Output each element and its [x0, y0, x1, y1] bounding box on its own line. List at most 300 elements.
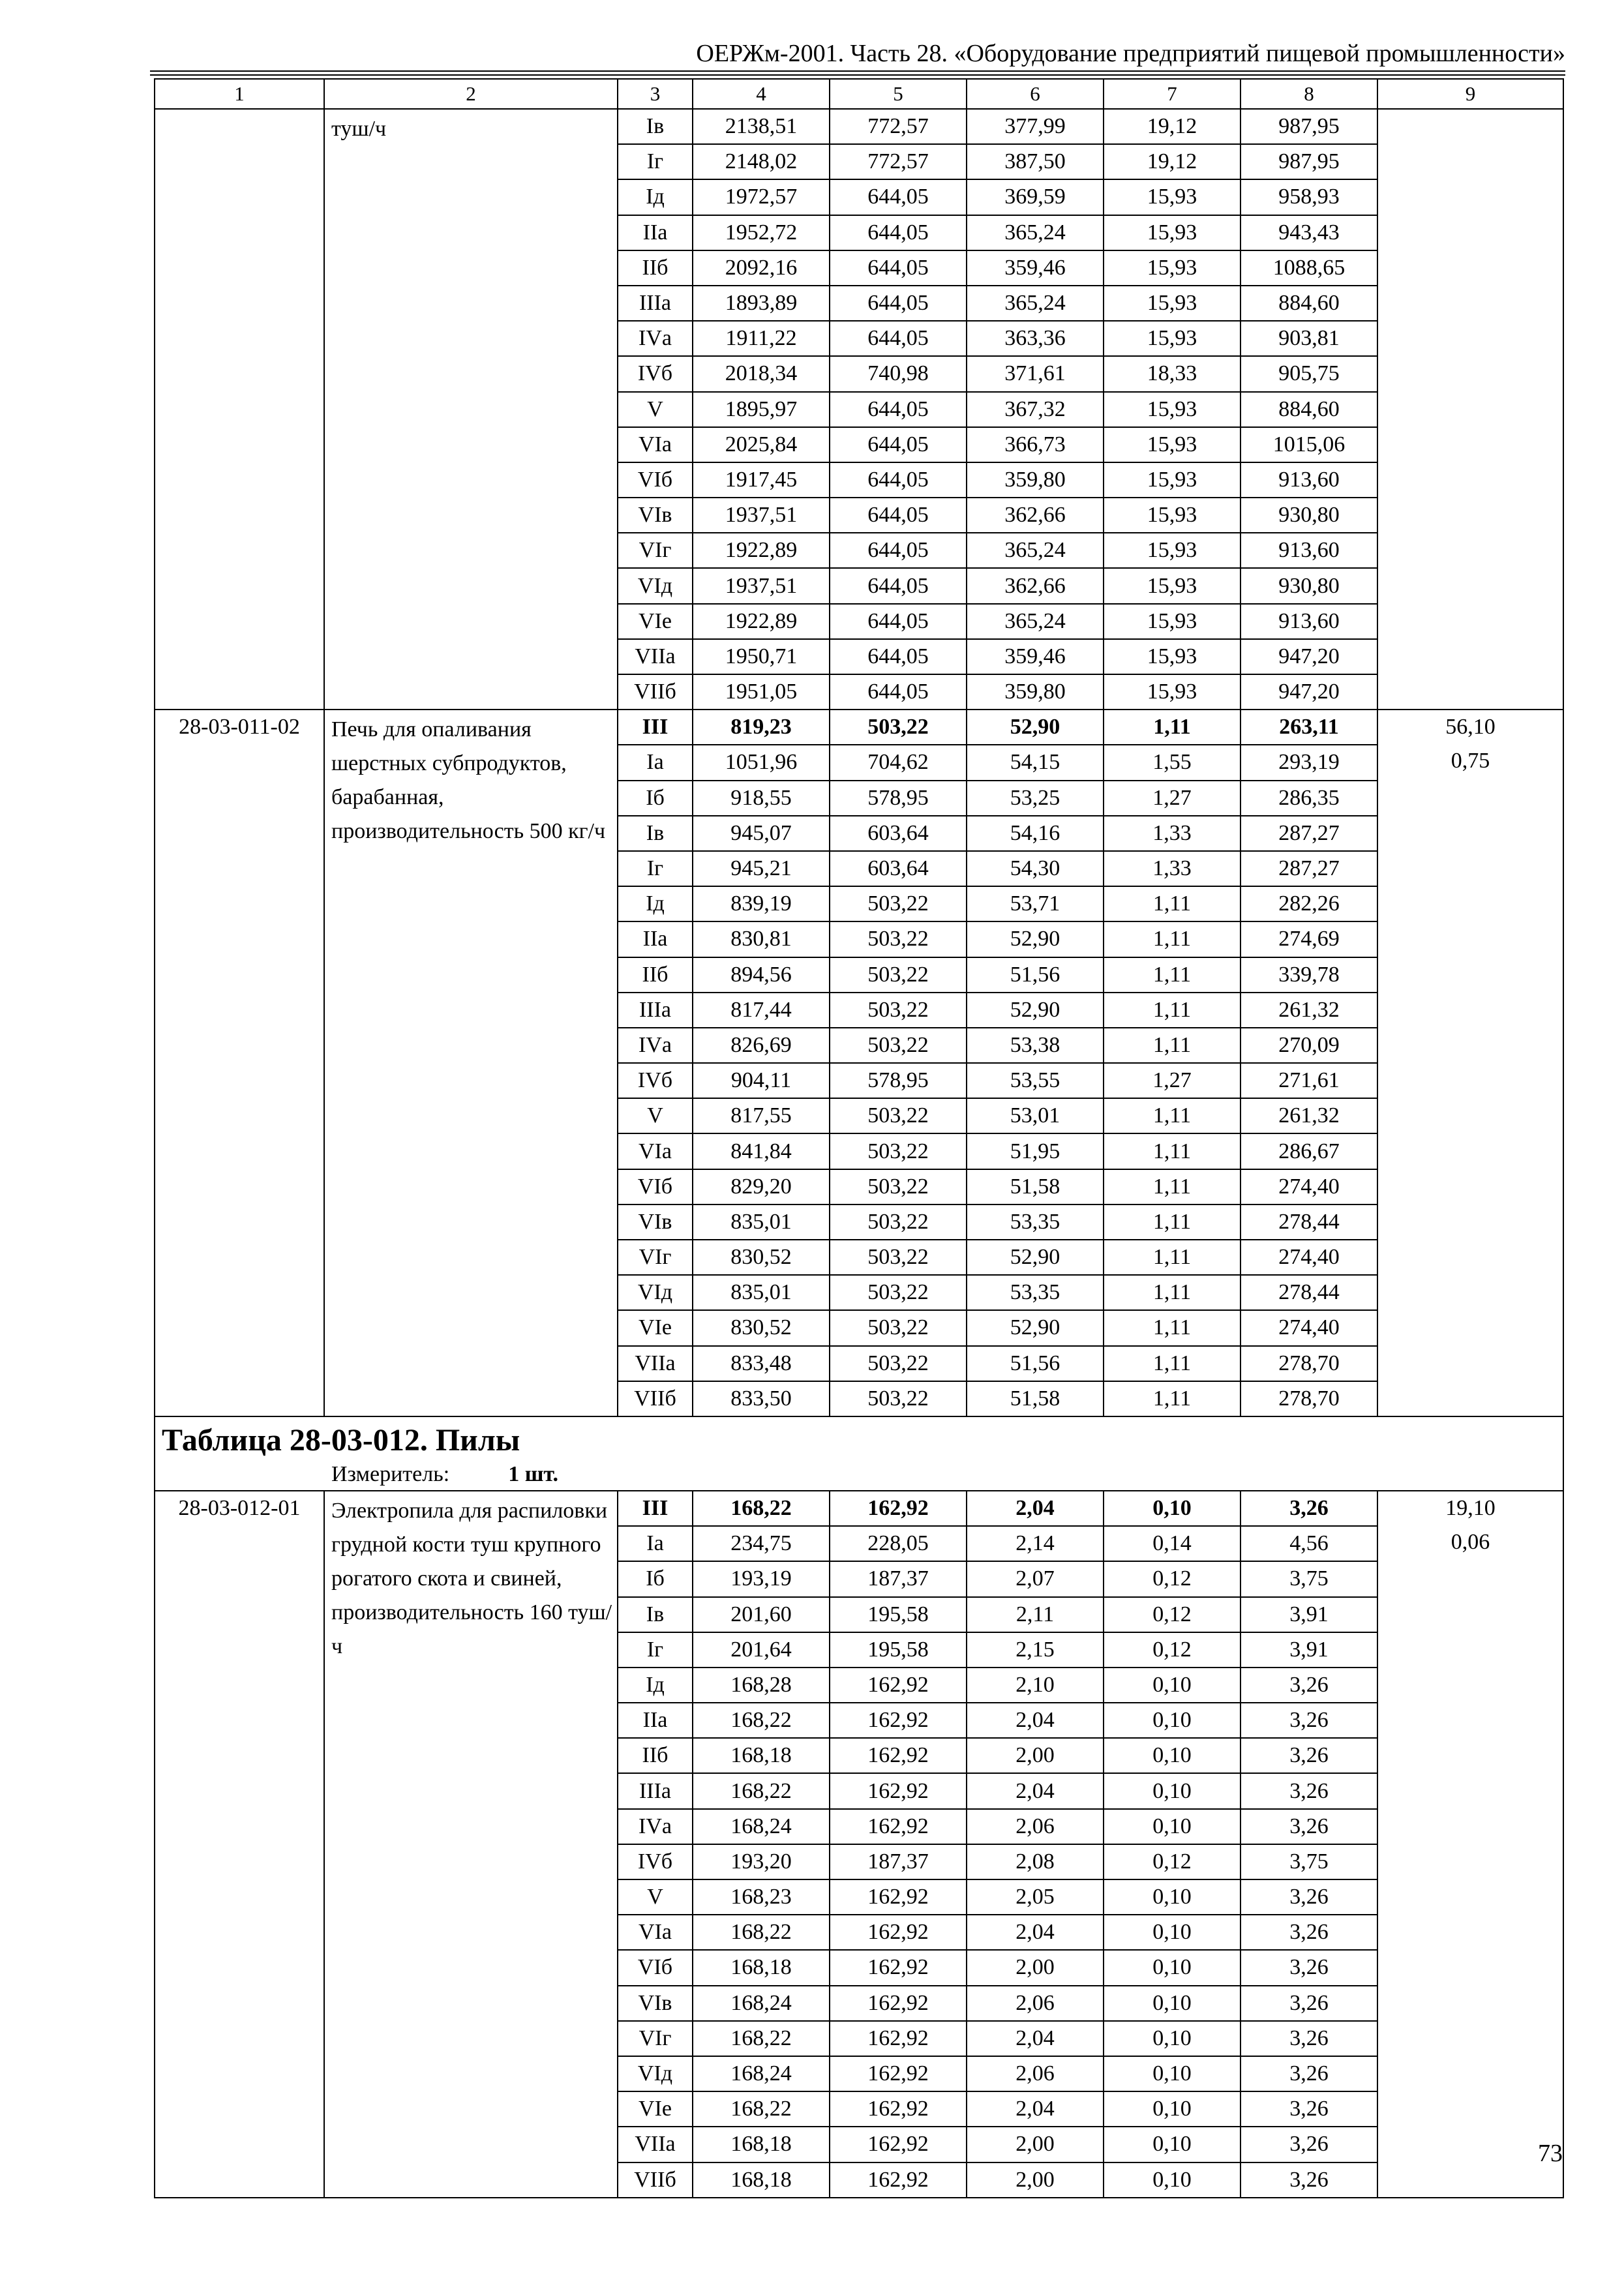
value-cell-c6: 52,90 — [967, 921, 1104, 957]
resource-code-cell: IIIа — [618, 993, 693, 1028]
value-cell-c5: 162,92 — [830, 2162, 967, 2198]
value-cell-c8: 905,75 — [1241, 356, 1377, 391]
resource-code-cell: VIд — [618, 1275, 693, 1310]
item-description-cell: Электропила для распиловки грудной кости туш крупного рогатого скота и свиней, производительность 160 туш/ч — [324, 1491, 618, 2198]
column-9-value: 0,06 — [1451, 1530, 1490, 1555]
value-cell-c7: 0,10 — [1104, 1491, 1241, 1526]
value-cell-c8: 339,78 — [1241, 957, 1377, 993]
value-cell-c4: 1917,45 — [693, 462, 830, 498]
resource-code-cell: Iв — [618, 109, 693, 144]
resource-code-cell: IVа — [618, 1028, 693, 1063]
resource-code-cell: VIг — [618, 533, 693, 568]
resource-code-cell: VIIб — [618, 2162, 693, 2198]
value-cell-c7: 1,11 — [1104, 1381, 1241, 1416]
value-cell-c8: 913,60 — [1241, 533, 1377, 568]
value-cell-c4: 168,22 — [693, 1491, 830, 1526]
column-9-value: 19,10 — [1445, 1495, 1496, 1520]
value-cell-c5: 503,22 — [830, 1310, 967, 1345]
value-cell-c7: 0,10 — [1104, 1738, 1241, 1773]
value-cell-c8: 947,20 — [1241, 674, 1377, 710]
value-cell-c5: 503,22 — [830, 1204, 967, 1240]
resource-code-cell: IIа — [618, 921, 693, 957]
value-cell-c4: 945,21 — [693, 851, 830, 886]
value-cell-c6: 363,36 — [967, 321, 1104, 356]
value-cell-c5: 772,57 — [830, 144, 967, 179]
resource-code-cell: Iа — [618, 745, 693, 780]
resource-code-cell: Iг — [618, 851, 693, 886]
resource-code-cell: Iд — [618, 179, 693, 215]
value-cell-c4: 830,52 — [693, 1310, 830, 1345]
value-cell-c8: 987,95 — [1241, 144, 1377, 179]
value-cell-c5: 503,22 — [830, 1240, 967, 1275]
value-cell-c4: 833,50 — [693, 1381, 830, 1416]
value-cell-c7: 1,11 — [1104, 886, 1241, 921]
value-cell-c7: 15,93 — [1104, 250, 1241, 286]
value-cell-c7: 0,10 — [1104, 2056, 1241, 2091]
value-cell-c7: 0,14 — [1104, 1526, 1241, 1561]
value-cell-c5: 162,92 — [830, 1668, 967, 1703]
value-cell-c6: 2,08 — [967, 1844, 1104, 1879]
value-cell-c6: 54,16 — [967, 816, 1104, 851]
value-cell-c6: 53,71 — [967, 886, 1104, 921]
value-cell-c7: 15,93 — [1104, 639, 1241, 674]
value-cell-c7: 0,10 — [1104, 2127, 1241, 2162]
value-cell-c8: 274,40 — [1241, 1310, 1377, 1345]
value-cell-c4: 168,24 — [693, 1809, 830, 1844]
value-cell-c5: 644,05 — [830, 179, 967, 215]
value-cell-c8: 4,56 — [1241, 1526, 1377, 1561]
page-number: 73 — [1538, 2140, 1563, 2167]
resource-code-cell: VIб — [618, 1169, 693, 1204]
value-cell-c6: 53,35 — [967, 1204, 1104, 1240]
resource-code-cell: VIа — [618, 1915, 693, 1950]
resource-code-cell: Iб — [618, 1561, 693, 1596]
value-cell-c5: 195,58 — [830, 1632, 967, 1668]
value-cell-c7: 1,27 — [1104, 781, 1241, 816]
value-cell-c7: 1,11 — [1104, 1310, 1241, 1345]
value-cell-c5: 503,22 — [830, 1169, 967, 1204]
value-cell-c4: 1051,96 — [693, 745, 830, 780]
column-9-value: 0,75 — [1451, 749, 1490, 773]
value-cell-c8: 3,26 — [1241, 1668, 1377, 1703]
value-cell-c7: 15,93 — [1104, 215, 1241, 250]
item-description-cell: туш/ч — [324, 109, 618, 710]
value-cell-c8: 3,26 — [1241, 2127, 1377, 2162]
value-cell-c8: 930,80 — [1241, 498, 1377, 533]
value-cell-c6: 2,04 — [967, 1491, 1104, 1526]
value-cell-c7: 15,93 — [1104, 604, 1241, 639]
value-cell-c6: 365,24 — [967, 604, 1104, 639]
value-cell-c4: 839,19 — [693, 886, 830, 921]
value-cell-c5: 603,64 — [830, 851, 967, 886]
value-cell-c6: 2,04 — [967, 1915, 1104, 1950]
item-description-cell: Печь для опаливания шерстных субпродуктов, барабанная, производительность 500 кг/ч — [324, 710, 618, 1416]
value-cell-c4: 826,69 — [693, 1028, 830, 1063]
value-cell-c8: 3,26 — [1241, 1703, 1377, 1738]
value-cell-c4: 1951,05 — [693, 674, 830, 710]
column-number-cell: 4 — [693, 79, 830, 109]
value-cell-c6: 51,58 — [967, 1381, 1104, 1416]
value-cell-c7: 1,11 — [1104, 1204, 1241, 1240]
value-cell-c8: 884,60 — [1241, 286, 1377, 321]
value-cell-c8: 274,40 — [1241, 1240, 1377, 1275]
table-title-cell — [155, 1416, 1563, 1491]
value-cell-c4: 817,55 — [693, 1098, 830, 1133]
value-cell-c7: 1,11 — [1104, 1133, 1241, 1169]
resource-code-cell: IIIа — [618, 1773, 693, 1808]
value-cell-c8: 3,26 — [1241, 2056, 1377, 2091]
value-cell-c4: 1893,89 — [693, 286, 830, 321]
value-cell-c7: 19,12 — [1104, 109, 1241, 144]
running-header: ОЕРЖм-2001. Часть 28. «Оборудование предприятий пищевой промышленности» — [696, 40, 1565, 67]
value-cell-c5: 228,05 — [830, 1526, 967, 1561]
value-cell-c7: 1,11 — [1104, 1240, 1241, 1275]
resource-code-cell: Iг — [618, 1632, 693, 1668]
value-cell-c7: 18,33 — [1104, 356, 1241, 391]
item-code-cell: 28-03-012-01 — [155, 1491, 324, 2198]
value-cell-c6: 2,15 — [967, 1632, 1104, 1668]
value-cell-c4: 1937,51 — [693, 498, 830, 533]
value-cell-c6: 367,32 — [967, 392, 1104, 427]
value-cell-c6: 359,46 — [967, 639, 1104, 674]
value-cell-c8: 282,26 — [1241, 886, 1377, 921]
measurer-line — [331, 1461, 1563, 1488]
column-number-cell: 8 — [1241, 79, 1377, 109]
value-cell-c7: 1,27 — [1104, 1063, 1241, 1098]
value-cell-c5: 644,05 — [830, 604, 967, 639]
value-cell-c6: 51,95 — [967, 1133, 1104, 1169]
value-cell-c7: 0,10 — [1104, 1950, 1241, 1985]
resource-code-cell: VIв — [618, 498, 693, 533]
resource-code-cell: VIг — [618, 1240, 693, 1275]
value-cell-c6: 2,00 — [967, 2127, 1104, 2162]
value-cell-c8: 943,43 — [1241, 215, 1377, 250]
value-cell-c4: 1950,71 — [693, 639, 830, 674]
value-cell-c4: 833,48 — [693, 1346, 830, 1381]
value-cell-c4: 168,22 — [693, 1773, 830, 1808]
value-cell-c5: 162,92 — [830, 1986, 967, 2021]
column-number-cell: 9 — [1377, 79, 1563, 109]
column-9-value: 56,10 — [1445, 715, 1496, 740]
value-cell-c5: 162,92 — [830, 2021, 967, 2056]
value-cell-c8: 3,91 — [1241, 1632, 1377, 1668]
value-cell-c8: 278,44 — [1241, 1204, 1377, 1240]
value-cell-c7: 0,12 — [1104, 1597, 1241, 1632]
value-cell-c6: 52,90 — [967, 1240, 1104, 1275]
value-cell-c6: 359,46 — [967, 250, 1104, 286]
value-cell-c5: 162,92 — [830, 2091, 967, 2127]
value-cell-c6: 2,07 — [967, 1561, 1104, 1596]
value-cell-c8: 913,60 — [1241, 462, 1377, 498]
value-cell-c7: 15,93 — [1104, 392, 1241, 427]
resource-code-cell: IVб — [618, 1844, 693, 1879]
value-cell-c5: 644,05 — [830, 392, 967, 427]
value-cell-c5: 503,22 — [830, 710, 967, 745]
resource-code-cell: IIа — [618, 215, 693, 250]
value-cell-c7: 0,10 — [1104, 1809, 1241, 1844]
resource-code-cell: IVа — [618, 321, 693, 356]
value-cell-c8: 3,26 — [1241, 1738, 1377, 1773]
resource-code-cell: Iб — [618, 781, 693, 816]
value-cell-c7: 15,93 — [1104, 568, 1241, 603]
value-cell-c6: 387,50 — [967, 144, 1104, 179]
resource-code-cell: Iв — [618, 1597, 693, 1632]
value-cell-c6: 51,56 — [967, 1346, 1104, 1381]
value-cell-c8: 3,26 — [1241, 2091, 1377, 2127]
value-cell-c8: 3,26 — [1241, 2162, 1377, 2198]
measurer-label: Измеритель: — [331, 1461, 450, 1486]
value-cell-c6: 365,24 — [967, 215, 1104, 250]
value-cell-c8: 903,81 — [1241, 321, 1377, 356]
value-cell-c8: 278,44 — [1241, 1275, 1377, 1310]
item-code-cell — [155, 109, 324, 710]
value-cell-c8: 3,26 — [1241, 1879, 1377, 1915]
resource-code-cell: VIд — [618, 2056, 693, 2091]
value-cell-c5: 162,92 — [830, 1915, 967, 1950]
value-cell-c8: 3,26 — [1241, 1950, 1377, 1985]
value-cell-c5: 187,37 — [830, 1561, 967, 1596]
value-cell-c5: 644,05 — [830, 568, 967, 603]
value-cell-c8: 958,93 — [1241, 179, 1377, 215]
value-cell-c4: 1952,72 — [693, 215, 830, 250]
resource-code-cell: VIг — [618, 2021, 693, 2056]
value-cell-c8: 274,69 — [1241, 921, 1377, 957]
table-title-row — [155, 1416, 1563, 1491]
value-cell-c5: 644,05 — [830, 215, 967, 250]
value-cell-c7: 1,11 — [1104, 1169, 1241, 1204]
value-cell-c4: 835,01 — [693, 1275, 830, 1310]
column-number-cell: 3 — [618, 79, 693, 109]
value-cell-c5: 644,05 — [830, 498, 967, 533]
value-cell-c5: 162,92 — [830, 1491, 967, 1526]
value-cell-c6: 53,55 — [967, 1063, 1104, 1098]
value-cell-c8: 3,26 — [1241, 1915, 1377, 1950]
value-cell-c8: 270,09 — [1241, 1028, 1377, 1063]
value-cell-c4: 234,75 — [693, 1526, 830, 1561]
resource-code-cell: VIе — [618, 2091, 693, 2127]
value-cell-c7: 1,11 — [1104, 1346, 1241, 1381]
column-9-cell — [1377, 710, 1563, 1416]
value-cell-c6: 2,11 — [967, 1597, 1104, 1632]
value-cell-c7: 1,33 — [1104, 851, 1241, 886]
value-cell-c6: 2,00 — [967, 1950, 1104, 1985]
value-cell-c8: 3,26 — [1241, 1986, 1377, 2021]
value-cell-c8: 1015,06 — [1241, 427, 1377, 462]
resource-code-cell: III — [618, 710, 693, 745]
value-cell-c5: 644,05 — [830, 250, 967, 286]
resource-code-cell: IIб — [618, 250, 693, 286]
value-cell-c4: 168,22 — [693, 2091, 830, 2127]
value-cell-c7: 0,10 — [1104, 2021, 1241, 2056]
column-number-cell: 5 — [830, 79, 967, 109]
resource-code-cell: IVб — [618, 356, 693, 391]
value-cell-c7: 15,93 — [1104, 427, 1241, 462]
value-cell-c8: 271,61 — [1241, 1063, 1377, 1098]
value-cell-c7: 1,11 — [1104, 1028, 1241, 1063]
value-cell-c7: 0,10 — [1104, 1773, 1241, 1808]
value-cell-c6: 52,90 — [967, 710, 1104, 745]
value-cell-c7: 0,12 — [1104, 1844, 1241, 1879]
value-cell-c7: 0,10 — [1104, 1879, 1241, 1915]
value-cell-c7: 0,12 — [1104, 1561, 1241, 1596]
value-cell-c4: 168,18 — [693, 2162, 830, 2198]
value-cell-c6: 2,06 — [967, 1986, 1104, 2021]
value-cell-c7: 1,11 — [1104, 1275, 1241, 1310]
value-cell-c4: 168,22 — [693, 1703, 830, 1738]
resource-code-cell: IIб — [618, 1738, 693, 1773]
value-cell-c5: 162,92 — [830, 1809, 967, 1844]
value-cell-c4: 1911,22 — [693, 321, 830, 356]
value-cell-c7: 0,12 — [1104, 1632, 1241, 1668]
value-cell-c7: 15,93 — [1104, 498, 1241, 533]
value-cell-c5: 740,98 — [830, 356, 967, 391]
value-cell-c7: 19,12 — [1104, 144, 1241, 179]
value-cell-c6: 359,80 — [967, 674, 1104, 710]
resource-code-cell: Iг — [618, 144, 693, 179]
resource-code-cell: III — [618, 1491, 693, 1526]
value-cell-c4: 945,07 — [693, 816, 830, 851]
value-cell-c8: 930,80 — [1241, 568, 1377, 603]
value-cell-c8: 278,70 — [1241, 1346, 1377, 1381]
value-cell-c4: 829,20 — [693, 1169, 830, 1204]
column-number-cell: 1 — [155, 79, 324, 109]
value-cell-c6: 53,25 — [967, 781, 1104, 816]
resource-code-cell: IVб — [618, 1063, 693, 1098]
value-cell-c5: 644,05 — [830, 286, 967, 321]
value-cell-c4: 817,44 — [693, 993, 830, 1028]
value-cell-c4: 193,19 — [693, 1561, 830, 1596]
value-cell-c4: 1922,89 — [693, 604, 830, 639]
measurer-unit: 1 шт. — [508, 1461, 559, 1486]
value-cell-c4: 1972,57 — [693, 179, 830, 215]
value-cell-c6: 2,00 — [967, 1738, 1104, 1773]
value-cell-c6: 53,01 — [967, 1098, 1104, 1133]
value-cell-c5: 162,92 — [830, 2127, 967, 2162]
resource-code-cell: Iа — [618, 1526, 693, 1561]
value-cell-c8: 287,27 — [1241, 851, 1377, 886]
value-cell-c8: 3,26 — [1241, 1809, 1377, 1844]
value-cell-c4: 2148,02 — [693, 144, 830, 179]
value-cell-c7: 0,10 — [1104, 2091, 1241, 2127]
value-cell-c7: 0,10 — [1104, 1668, 1241, 1703]
value-cell-c4: 835,01 — [693, 1204, 830, 1240]
value-cell-c5: 503,22 — [830, 1381, 967, 1416]
value-cell-c7: 0,10 — [1104, 1915, 1241, 1950]
column-number-row — [155, 79, 1563, 109]
value-cell-c4: 918,55 — [693, 781, 830, 816]
value-cell-c4: 168,23 — [693, 1879, 830, 1915]
value-cell-c6: 54,15 — [967, 745, 1104, 780]
value-cell-c6: 2,10 — [967, 1668, 1104, 1703]
value-cell-c8: 913,60 — [1241, 604, 1377, 639]
value-cell-c8: 884,60 — [1241, 392, 1377, 427]
value-cell-c6: 51,58 — [967, 1169, 1104, 1204]
column-number-cell: 2 — [324, 79, 618, 109]
column-number-cell: 7 — [1104, 79, 1241, 109]
value-cell-c6: 362,66 — [967, 498, 1104, 533]
value-cell-c4: 168,22 — [693, 1915, 830, 1950]
value-cell-c5: 503,22 — [830, 886, 967, 921]
value-cell-c4: 201,64 — [693, 1632, 830, 1668]
header-rule — [150, 70, 1565, 76]
value-cell-c7: 15,93 — [1104, 179, 1241, 215]
value-cell-c6: 2,04 — [967, 2021, 1104, 2056]
resource-code-cell: VIд — [618, 568, 693, 603]
value-cell-c4: 2138,51 — [693, 109, 830, 144]
value-cell-c7: 0,10 — [1104, 1986, 1241, 2021]
value-cell-c8: 263,11 — [1241, 710, 1377, 745]
value-cell-c4: 819,23 — [693, 710, 830, 745]
value-cell-c7: 15,93 — [1104, 286, 1241, 321]
value-cell-c4: 830,81 — [693, 921, 830, 957]
value-cell-c4: 904,11 — [693, 1063, 830, 1098]
value-cell-c6: 52,90 — [967, 1310, 1104, 1345]
value-cell-c5: 162,92 — [830, 1738, 967, 1773]
value-cell-c4: 168,18 — [693, 1950, 830, 1985]
resource-code-cell: VIв — [618, 1204, 693, 1240]
value-cell-c5: 644,05 — [830, 639, 967, 674]
resource-code-cell: V — [618, 1098, 693, 1133]
value-cell-c8: 947,20 — [1241, 639, 1377, 674]
value-cell-c8: 3,26 — [1241, 1491, 1377, 1526]
value-cell-c8: 286,35 — [1241, 781, 1377, 816]
value-cell-c4: 168,18 — [693, 1738, 830, 1773]
value-cell-c5: 503,22 — [830, 1098, 967, 1133]
value-cell-c8: 3,75 — [1241, 1561, 1377, 1596]
value-cell-c7: 15,93 — [1104, 321, 1241, 356]
value-cell-c4: 168,24 — [693, 2056, 830, 2091]
resource-code-cell: VIIа — [618, 639, 693, 674]
value-cell-c5: 503,22 — [830, 1275, 967, 1310]
value-cell-c6: 369,59 — [967, 179, 1104, 215]
value-cell-c5: 162,92 — [830, 1950, 967, 1985]
resource-code-cell: IIб — [618, 957, 693, 993]
value-cell-c5: 644,05 — [830, 321, 967, 356]
value-cell-c5: 162,92 — [830, 2056, 967, 2091]
value-cell-c8: 278,70 — [1241, 1381, 1377, 1416]
column-9-cell — [1377, 109, 1563, 710]
value-cell-c4: 830,52 — [693, 1240, 830, 1275]
value-cell-c7: 15,93 — [1104, 533, 1241, 568]
resource-code-cell: V — [618, 392, 693, 427]
value-cell-c6: 371,61 — [967, 356, 1104, 391]
value-cell-c4: 193,20 — [693, 1844, 830, 1879]
value-cell-c6: 54,30 — [967, 851, 1104, 886]
value-cell-c5: 503,22 — [830, 921, 967, 957]
value-cell-c6: 362,66 — [967, 568, 1104, 603]
value-cell-c5: 603,64 — [830, 816, 967, 851]
resource-code-cell: VIе — [618, 604, 693, 639]
value-cell-c8: 261,32 — [1241, 1098, 1377, 1133]
column-number-cell: 6 — [967, 79, 1104, 109]
resource-code-cell: VIе — [618, 1310, 693, 1345]
value-cell-c5: 503,22 — [830, 1346, 967, 1381]
value-cell-c4: 1895,97 — [693, 392, 830, 427]
value-cell-c4: 168,22 — [693, 2021, 830, 2056]
value-cell-c8: 987,95 — [1241, 109, 1377, 144]
value-cell-c6: 359,80 — [967, 462, 1104, 498]
resource-table — [154, 78, 1564, 2198]
column-9-cell — [1377, 1491, 1563, 2198]
value-cell-c6: 2,00 — [967, 2162, 1104, 2198]
value-cell-c6: 365,24 — [967, 286, 1104, 321]
resource-code-cell: VIIа — [618, 2127, 693, 2162]
value-cell-c8: 3,91 — [1241, 1597, 1377, 1632]
value-cell-c6: 2,06 — [967, 1809, 1104, 1844]
value-cell-c8: 286,67 — [1241, 1133, 1377, 1169]
value-cell-c6: 53,38 — [967, 1028, 1104, 1063]
item-code-cell: 28-03-011-02 — [155, 710, 324, 1416]
